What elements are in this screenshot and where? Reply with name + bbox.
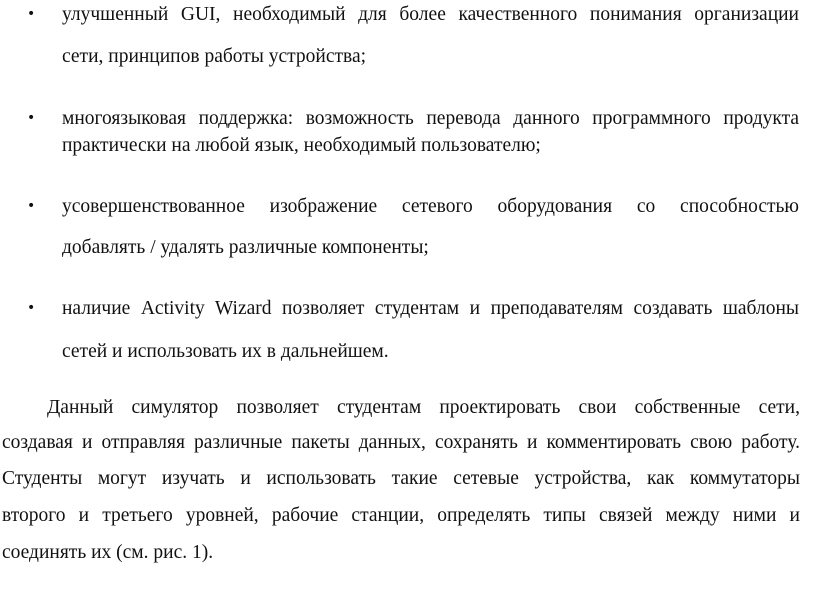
bullet-line: улучшенный GUI, необходимый для более качественного понимания организации [62,4,799,25]
bullet-line: сети, принципов работы устройства; [62,46,367,67]
paragraph-line: Студенты могут изучать и использовать такие сетевые устройства, как коммутаторы [2,468,800,489]
bullet-line: наличие Activity Wizard позволяет студентам и преподавателям создавать шаблоны [62,298,799,319]
paragraph-line: создавая и отправляя различные пакеты данных, сохранять и комментировать свою работу. [2,432,800,453]
bullet-line: усовершенствованное изображение сетевого оборудования со способностью [62,196,799,217]
bullet-line: практически на любой язык, необходимый пользователю; [62,135,541,156]
bullet-marker: • [27,300,36,316]
bullet-marker: • [27,198,36,214]
paragraph-line: второго и третьего уровней, рабочие станции, определять типы связей между ними и [2,505,800,526]
bullet-line: сетей и использовать их в дальнейшем. [62,341,389,362]
bullet-marker: • [27,6,36,22]
paragraph-line: соединять их (см. рис. 1). [2,542,214,563]
bullet-line: многоязыковая поддержка: возможность перевода данного программного продукта [62,108,799,129]
bullet-line: добавлять / удалять различные компоненты; [62,237,429,258]
bullet-marker: • [27,110,36,126]
paragraph-line: Данный симулятор позволяет студентам проектировать свои собственные сети, [47,397,800,418]
